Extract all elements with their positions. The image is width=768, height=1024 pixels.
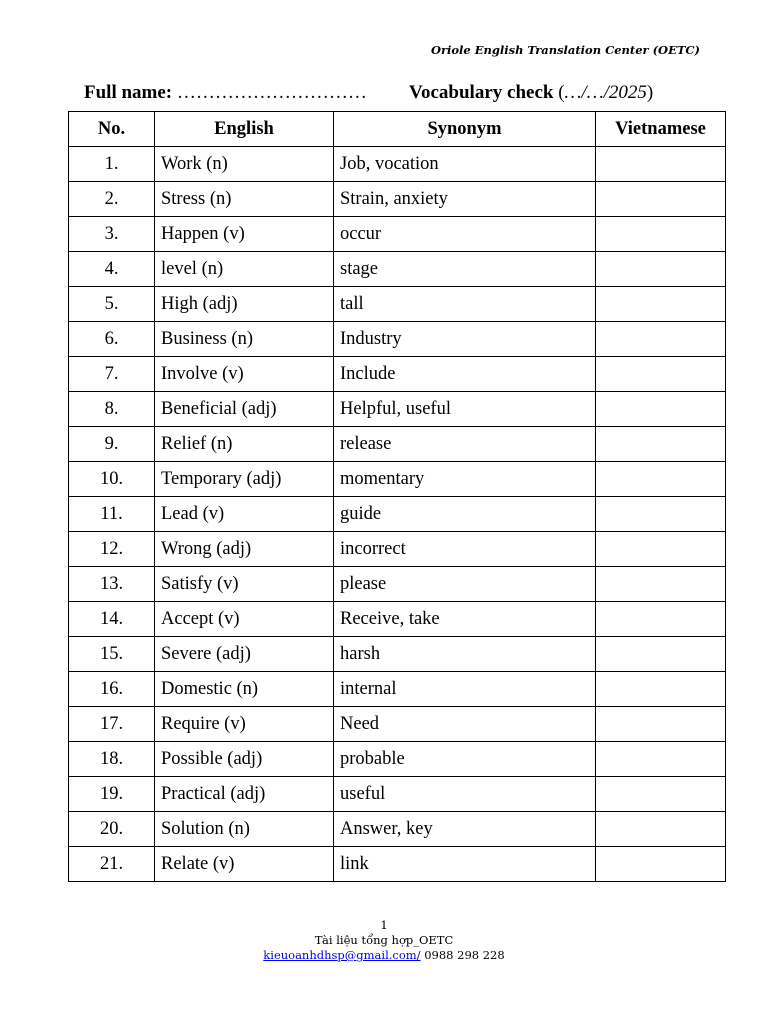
- vietnamese-answer-cell[interactable]: [596, 532, 726, 567]
- contact-line: [0, 948, 768, 963]
- vocabulary-check-date: …/…/2025: [564, 82, 647, 103]
- row-number-cell: 15.: [69, 637, 155, 672]
- row-number-cell: 17.: [69, 707, 155, 742]
- table-row: [69, 602, 726, 637]
- english-word-cell: High (adj): [155, 287, 334, 322]
- phone-number: 0988 298 228: [420, 948, 505, 962]
- english-word-cell: Beneficial (adj): [155, 392, 334, 427]
- table-row: [69, 777, 726, 812]
- vietnamese-answer-cell[interactable]: [596, 287, 726, 322]
- vietnamese-answer-cell[interactable]: [596, 427, 726, 462]
- vietnamese-answer-cell[interactable]: [596, 602, 726, 637]
- row-number-cell: 14.: [69, 602, 155, 637]
- email-link[interactable]: kieuoanhdhsp@gmail.com/: [263, 948, 421, 962]
- synonym-cell: guide: [334, 497, 596, 532]
- synonym-cell: release: [334, 427, 596, 462]
- table-row: [69, 532, 726, 567]
- date-close-paren: ): [646, 82, 654, 103]
- vietnamese-answer-cell[interactable]: [596, 672, 726, 707]
- synonym-cell: Job, vocation: [334, 147, 596, 182]
- english-word-cell: Temporary (adj): [155, 462, 334, 497]
- table-row: [69, 217, 726, 252]
- english-word-cell: Happen (v): [155, 217, 334, 252]
- vietnamese-answer-cell[interactable]: [596, 147, 726, 182]
- vietnamese-answer-cell[interactable]: [596, 462, 726, 497]
- table-row: [69, 637, 726, 672]
- synonym-cell: internal: [334, 672, 596, 707]
- english-word-cell: level (n): [155, 252, 334, 287]
- english-word-cell: Practical (adj): [155, 777, 334, 812]
- synonym-cell: harsh: [334, 637, 596, 672]
- row-number-cell: 3.: [69, 217, 155, 252]
- row-number-cell: 6.: [69, 322, 155, 357]
- row-number-cell: 19.: [69, 777, 155, 812]
- synonym-cell: Need: [334, 707, 596, 742]
- header-english: English: [155, 112, 334, 147]
- row-number-cell: 5.: [69, 287, 155, 322]
- full-name-label: Full name:: [84, 82, 173, 103]
- english-word-cell: Domestic (n): [155, 672, 334, 707]
- table-header-row: [69, 112, 726, 147]
- english-word-cell: Lead (v): [155, 497, 334, 532]
- vietnamese-answer-cell[interactable]: [596, 847, 726, 882]
- synonym-cell: stage: [334, 252, 596, 287]
- synonym-cell: probable: [334, 742, 596, 777]
- table-row: [69, 847, 726, 882]
- table-row: [69, 707, 726, 742]
- table-row: [69, 357, 726, 392]
- row-number-cell: 11.: [69, 497, 155, 532]
- synonym-cell: occur: [334, 217, 596, 252]
- full-name-blank: …………………………: [172, 82, 367, 103]
- vietnamese-answer-cell[interactable]: [596, 812, 726, 847]
- english-word-cell: Satisfy (v): [155, 567, 334, 602]
- table-row: [69, 427, 726, 462]
- synonym-cell: please: [334, 567, 596, 602]
- full-name-field: [84, 82, 367, 104]
- table-row: [69, 322, 726, 357]
- table-row: [69, 497, 726, 532]
- vietnamese-answer-cell[interactable]: [596, 777, 726, 812]
- vietnamese-answer-cell[interactable]: [596, 637, 726, 672]
- synonym-cell: Strain, anxiety: [334, 182, 596, 217]
- vietnamese-answer-cell[interactable]: [596, 707, 726, 742]
- english-word-cell: Wrong (adj): [155, 532, 334, 567]
- synonym-cell: Industry: [334, 322, 596, 357]
- english-word-cell: Severe (adj): [155, 637, 334, 672]
- synonym-cell: Helpful, useful: [334, 392, 596, 427]
- row-number-cell: 16.: [69, 672, 155, 707]
- synonym-cell: useful: [334, 777, 596, 812]
- header-no: No.: [69, 112, 155, 147]
- english-word-cell: Accept (v): [155, 602, 334, 637]
- english-word-cell: Require (v): [155, 707, 334, 742]
- date-open-paren: (: [553, 82, 565, 103]
- synonym-cell: incorrect: [334, 532, 596, 567]
- vietnamese-answer-cell[interactable]: [596, 357, 726, 392]
- english-word-cell: Possible (adj): [155, 742, 334, 777]
- synonym-cell: Include: [334, 357, 596, 392]
- row-number-cell: 12.: [69, 532, 155, 567]
- english-word-cell: Relief (n): [155, 427, 334, 462]
- synonym-cell: momentary: [334, 462, 596, 497]
- vietnamese-answer-cell[interactable]: [596, 392, 726, 427]
- row-number-cell: 7.: [69, 357, 155, 392]
- vocabulary-check-label: Vocabulary check: [409, 82, 554, 103]
- english-word-cell: Solution (n): [155, 812, 334, 847]
- english-word-cell: Relate (v): [155, 847, 334, 882]
- row-number-cell: 13.: [69, 567, 155, 602]
- english-word-cell: Involve (v): [155, 357, 334, 392]
- vietnamese-answer-cell[interactable]: [596, 567, 726, 602]
- synonym-cell: Receive, take: [334, 602, 596, 637]
- row-number-cell: 10.: [69, 462, 155, 497]
- table-row: [69, 812, 726, 847]
- vietnamese-answer-cell[interactable]: [596, 252, 726, 287]
- table-row: [69, 182, 726, 217]
- vietnamese-answer-cell[interactable]: [596, 322, 726, 357]
- english-word-cell: Stress (n): [155, 182, 334, 217]
- vocabulary-table: [68, 111, 726, 882]
- synonym-cell: Answer, key: [334, 812, 596, 847]
- vietnamese-answer-cell[interactable]: [596, 497, 726, 532]
- row-number-cell: 20.: [69, 812, 155, 847]
- vietnamese-answer-cell[interactable]: [596, 742, 726, 777]
- row-number-cell: 4.: [69, 252, 155, 287]
- table-row: [69, 672, 726, 707]
- table-row: [69, 147, 726, 182]
- row-number-cell: 8.: [69, 392, 155, 427]
- table-row: [69, 392, 726, 427]
- row-number-cell: 2.: [69, 182, 155, 217]
- page-number: 1: [380, 918, 388, 932]
- table-row: [69, 742, 726, 777]
- row-number-cell: 9.: [69, 427, 155, 462]
- page-footer: [0, 918, 768, 963]
- document-title: Tài liệu tổng hợp_OETC: [314, 933, 454, 947]
- row-number-cell: 1.: [69, 147, 155, 182]
- vietnamese-answer-cell[interactable]: [596, 217, 726, 252]
- english-word-cell: Work (n): [155, 147, 334, 182]
- vietnamese-answer-cell[interactable]: [596, 182, 726, 217]
- synonym-cell: tall: [334, 287, 596, 322]
- table-row: [69, 567, 726, 602]
- row-number-cell: 18.: [69, 742, 155, 777]
- table-row: [69, 287, 726, 322]
- synonym-cell: link: [334, 847, 596, 882]
- english-word-cell: Business (n): [155, 322, 334, 357]
- header-synonym: Synonym: [334, 112, 596, 147]
- organization-header: Oriole English Translation Center (OETC): [430, 43, 700, 57]
- table-row: [69, 252, 726, 287]
- table-row: [69, 462, 726, 497]
- header-vietnamese: Vietnamese: [596, 112, 726, 147]
- vocabulary-check-heading: [409, 82, 653, 104]
- row-number-cell: 21.: [69, 847, 155, 882]
